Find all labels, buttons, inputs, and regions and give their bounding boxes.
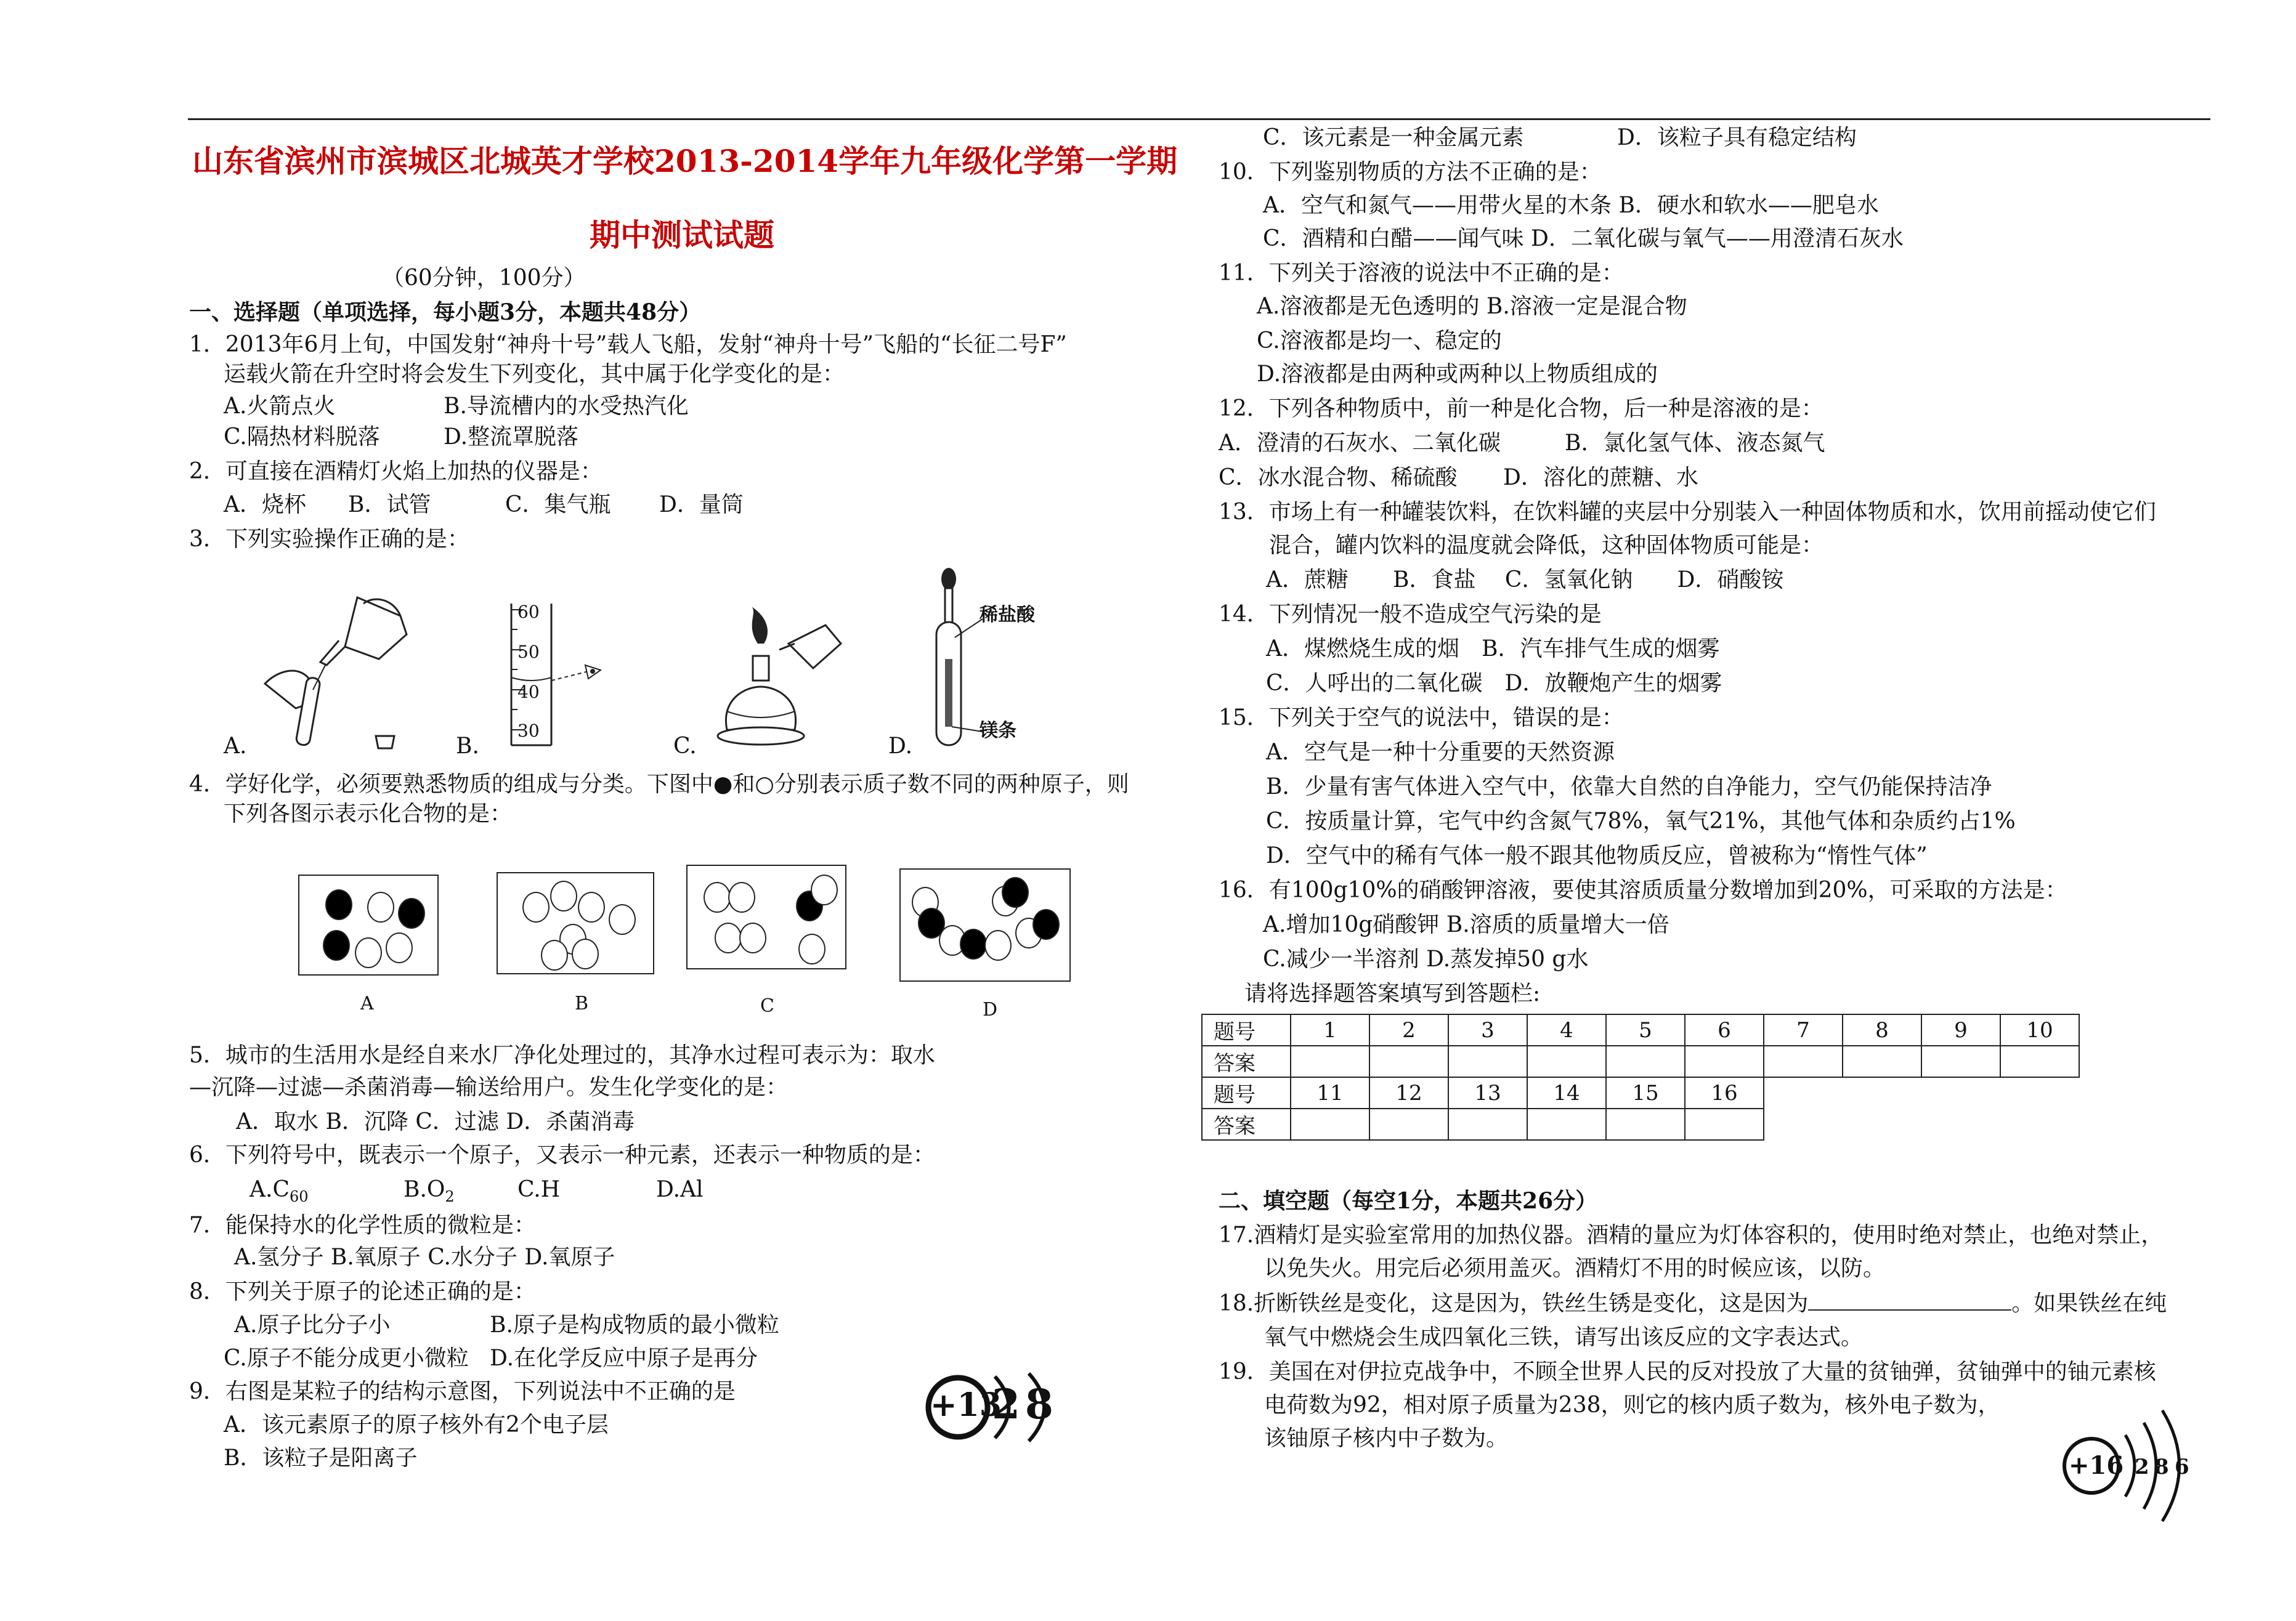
q19-line-2: 电荷数为92，相对原子质量为238，则它的核内质子数为，核外电子数为， xyxy=(1264,1393,2000,1418)
q4-stem-2: 下列各图示表示化合物的是： xyxy=(224,801,513,827)
answer-row-numbers-2: 题号 11 12 13 14 15 16 xyxy=(1202,1077,2079,1109)
answer-cell-12[interactable] xyxy=(1369,1109,1448,1140)
q3-label-c: C. xyxy=(673,734,697,759)
answer-sheet-table xyxy=(1201,1014,2080,1141)
q19-line-3: 该铀原子核内中子数为。 xyxy=(1264,1426,1509,1451)
q2-option-a: A．烧杯 xyxy=(224,492,306,517)
sulfur-fig-shell-3: 6 xyxy=(2175,1455,2189,1479)
q14-stem: 14．下列情况一般不造成空气污染的是 xyxy=(1219,602,1602,627)
q8-option-c: C.原子不能分成更小微粒 xyxy=(224,1346,469,1371)
q9-option-d: D．该粒子具有稳定结构 xyxy=(1617,125,1857,150)
answer-cell-4[interactable] xyxy=(1527,1046,1606,1077)
q3-label-d: D. xyxy=(888,734,913,759)
answer-cell-14[interactable] xyxy=(1527,1109,1606,1140)
q3-label-a: A. xyxy=(224,734,247,759)
q8-option-a: A.原子比分子小 xyxy=(234,1312,391,1338)
q2-option-c: C．集气瓶 xyxy=(505,492,611,517)
q9-stem: 9．右图是某粒子的结构示意图，下列说法中不正确的是 xyxy=(189,1379,736,1404)
answer-row-numbers-1: 题号 1 2 3 4 5 6 7 8 9 10 xyxy=(1202,1014,2079,1046)
q15-option-a: A．空气是一种十分重要的天然资源 xyxy=(1266,740,1615,765)
q4-stem-1: 4．学好化学，必须要熟悉物质的组成与分类。下图中●和○分别表示质子数不同的两种原子，则 xyxy=(189,772,1129,797)
q9-option-c: C．该元素是一种金属元素 xyxy=(1263,125,1524,150)
q9-fig-nucleus: +13 xyxy=(930,1386,1002,1424)
q4-box-c xyxy=(686,865,846,969)
q5-options: A．取水 B．沉降 C．过滤 D．杀菌消毒 xyxy=(236,1109,635,1134)
q17-line-2: 以免失火。用完后必须用盖灭。酒精灯不用的时候应该，以防。 xyxy=(1264,1256,1886,1281)
q4-box-d xyxy=(899,868,1071,982)
q17-line-1: 17.酒精灯是实验室常用的加热仪器。酒精的量应为灯体容积的，使用时绝对禁止，也绝对禁止， xyxy=(1219,1223,2164,1248)
q12-option-b: B．氯化氢气体、液态氮气 xyxy=(1565,431,1825,456)
answer-row-blanks-2: 答案 xyxy=(1202,1109,2079,1140)
q15-option-d: D．空气中的稀有气体一般不跟其他物质反应，曾被称为“惰性气体” xyxy=(1266,843,1928,868)
q4-label-c: C xyxy=(760,995,774,1017)
q4-box-a xyxy=(298,875,439,976)
q4-label-a: A xyxy=(360,993,374,1014)
q12-option-a: A．澄清的石灰水、二氧化碳 xyxy=(1219,431,1501,456)
q4-label-b: B xyxy=(575,993,589,1014)
q3-fig-b-tick-50: 50 xyxy=(517,642,540,662)
q11-options-ab: A.溶液都是无色透明的 B.溶液一定是混合物 xyxy=(1257,294,1687,319)
q6-stem: 6．下列符号中，既表示一个原子，又表示一种元素，还表示一种物质的是： xyxy=(189,1142,935,1168)
q8-stem: 8．下列关于原子的论述正确的是： xyxy=(189,1279,536,1304)
q12-option-d: D．溶化的蔗糖、水 xyxy=(1503,465,1698,490)
q5-stem-2: —沉降—过滤—杀菌消毒—输送给用户。发生化学变化的是： xyxy=(189,1075,789,1100)
q1-option-a: A.火箭点火 xyxy=(224,394,336,419)
q10-options-cd: C．酒精和白醋——闻气味 D．二氧化碳与氧气——用澄清石灰水 xyxy=(1263,226,1904,251)
q18-answer-blank[interactable] xyxy=(1808,1288,2011,1311)
answer-cell-8[interactable] xyxy=(1843,1046,1921,1077)
answer-sheet-prompt: 请将选择题答案填写到答题栏: xyxy=(1244,981,1541,1006)
section2-heading: 二、填空题（每空1分，本题共26分） xyxy=(1219,1188,1598,1214)
q12-option-c: C．冰水混合物、稀硫酸 xyxy=(1219,465,1458,490)
section1-heading: 一、选择题（单项选择，每小题3分，本题共48分） xyxy=(189,299,702,325)
q4-label-d: D xyxy=(983,999,998,1021)
q4-box-b xyxy=(497,872,654,974)
q8-option-b: B.原子是构成物质的最小微粒 xyxy=(490,1312,779,1338)
q9-option-a: A．该元素原子的原子核外有2个电子层 xyxy=(224,1412,609,1437)
q3-fig-d-label-acid: 稀盐酸 xyxy=(980,604,1035,626)
q10-stem: 10．下列鉴别物质的方法不正确的是： xyxy=(1219,160,1602,185)
answer-cell-5[interactable] xyxy=(1606,1046,1685,1077)
q16-options-cd: C.减少一半溶剂 D.蒸发掉50 g水 xyxy=(1263,947,1589,972)
q1-option-d: D.整流罩脱落 xyxy=(444,424,579,450)
top-rule xyxy=(188,118,2210,120)
sulfur-fig-nucleus: +16 xyxy=(2069,1451,2124,1480)
q1-stem-1: 1．2013年6月上旬，中国发射“神舟十号”载人飞船，发射“神舟十号”飞船的“长征二号F” xyxy=(189,332,1067,357)
q7-options: A.氢分子 B.氧原子 C.水分子 D.氧原子 xyxy=(234,1245,615,1270)
q10-options-ab: A．空气和氮气——用带火星的木条 B．硬水和软水——肥皂水 xyxy=(1263,193,1879,218)
q3-figure-b-cylinder xyxy=(487,591,610,758)
q6-option-c: C.H xyxy=(517,1177,561,1202)
q16-options-ab: A.增加10g硝酸钾 B.溶质的质量增大一倍 xyxy=(1263,912,1669,937)
q13-stem-1: 13．市场上有一种罐装饮料，在饮料罐的夹层中分别装入一种固体物质和水，饮用前摇动使它们 xyxy=(1219,499,2156,525)
q5-stem-1: 5．城市的生活用水是经自来水厂净化处理过的，其净水过程可表示为：取水 xyxy=(189,1043,935,1068)
answer-cell-16[interactable] xyxy=(1685,1109,1764,1140)
q13-options: A．蔗糖 B．食盐 C．氢氧化钠 D．硝酸铵 xyxy=(1266,567,1784,592)
answer-cell-6[interactable] xyxy=(1685,1046,1764,1077)
q18-line-2: 氧气中燃烧会生成四氧化三铁，请写出该反应的文字表达式。 xyxy=(1264,1325,1864,1350)
q15-option-c: C．按质量计算，宅气中约含氮气78%，氧气21%，其他气体和杂质约占1% xyxy=(1266,809,2016,834)
q2-option-b: B．试管 xyxy=(348,492,431,517)
q3-fig-b-tick-30: 30 xyxy=(517,721,540,741)
q6-option-a: $A.C_{60}$ xyxy=(249,1177,309,1206)
q2-stem: 2．可直接在酒精灯火焰上加热的仪器是： xyxy=(189,459,602,484)
q14-options-ab: A．煤燃烧生成的烟 B．汽车排气生成的烟雾 xyxy=(1266,636,1720,661)
q1-stem-2: 运载火箭在升空时将会发生下列变化，其中属于化学变化的是： xyxy=(224,362,845,387)
answer-cell-10[interactable] xyxy=(2000,1046,2079,1077)
title-line-1: 山东省滨州市滨城区北城英才学校2013-2014学年九年级化学第一学期 xyxy=(192,143,1178,179)
answer-cell-7[interactable] xyxy=(1764,1046,1843,1077)
answer-cell-2[interactable] xyxy=(1369,1046,1448,1077)
num-label: 题号 xyxy=(1202,1014,1291,1046)
q3-fig-b-tick-60: 60 xyxy=(517,602,540,622)
sulfur-fig-shell-2: 8 xyxy=(2154,1455,2169,1479)
q7-stem: 7．能保持水的化学性质的微粒是： xyxy=(189,1213,536,1238)
answer-cell-15[interactable] xyxy=(1606,1109,1685,1140)
q11-option-d: D.溶液都是由两种或两种以上物质组成的 xyxy=(1257,362,1658,387)
answer-cell-3[interactable] xyxy=(1448,1046,1527,1077)
q6-option-d: D.Al xyxy=(656,1177,704,1202)
q13-stem-2: 混合，罐内饮料的温度就会降低，这种固体物质可能是： xyxy=(1269,533,1824,558)
q3-figure-a-pouring xyxy=(253,591,413,758)
q11-stem: 11．下列关于溶液的说法中不正确的是： xyxy=(1219,261,1624,286)
q18-line-1: 18.折断铁丝是变化，这是因为，铁丝生锈是变化，这是因为 。如果铁丝在纯 xyxy=(1219,1288,2167,1319)
sulfur-fig-shell-1: 2 xyxy=(2135,1455,2149,1479)
duration: （60分钟，100分） xyxy=(382,265,586,291)
q1-option-b: B.导流槽内的水受热汽化 xyxy=(444,394,689,419)
q3-label-b: B. xyxy=(456,734,479,759)
ans-label: 答案 xyxy=(1202,1046,1291,1077)
answer-cell-1[interactable] xyxy=(1291,1046,1369,1077)
q16-stem: 16．有100g10%的硝酸钾溶液，要使其溶质质量分数增加到20%，可采取的方法是： xyxy=(1219,878,2067,903)
answer-cell-13[interactable] xyxy=(1448,1109,1527,1140)
title-line-2: 期中测试试题 xyxy=(590,217,774,253)
q2-option-d: D．量筒 xyxy=(659,492,744,517)
q9-option-b: B．该粒子是阳离子 xyxy=(224,1445,418,1471)
q9-fig-shells: 28 xyxy=(992,1380,1058,1428)
answer-cell-11[interactable] xyxy=(1291,1109,1369,1140)
q8-option-d: D.在化学反应中原子是再分 xyxy=(490,1346,758,1371)
q12-stem: 12．下列各种物质中，前一种是化合物，后一种是溶液的是： xyxy=(1219,396,1823,421)
answer-cell-9[interactable] xyxy=(1921,1046,2000,1077)
q3-fig-b-tick-40: 40 xyxy=(517,682,540,702)
q19-line-1: 19．美国在对伊拉克战争中，不顾全世界人民的反对投放了大量的贫铀弹，贫铀弹中的铀元素核 xyxy=(1219,1359,2156,1385)
answer-row-blanks-1 xyxy=(1202,1046,2079,1077)
q15-option-b: B．少量有害气体进入空气中，依靠大自然的自净能力，空气仍能保持洁净 xyxy=(1266,774,1992,799)
q3-fig-d-label-mg: 镁条 xyxy=(980,720,1016,742)
q6-option-b: $B.O_2$ xyxy=(404,1177,455,1206)
q15-stem: 15．下列关于空气的说法中，错误的是： xyxy=(1219,705,1624,730)
q14-options-cd: C．人呼出的二氧化碳 D．放鞭炮产生的烟雾 xyxy=(1266,671,1722,696)
q3-figure-c-alcohol-lamp xyxy=(708,607,850,758)
q3-stem: 3．下列实验操作正确的是： xyxy=(189,527,469,552)
q11-option-c: C.溶液都是均一、稳定的 xyxy=(1257,328,1502,354)
q1-option-c: C.隔热材料脱落 xyxy=(224,424,380,450)
